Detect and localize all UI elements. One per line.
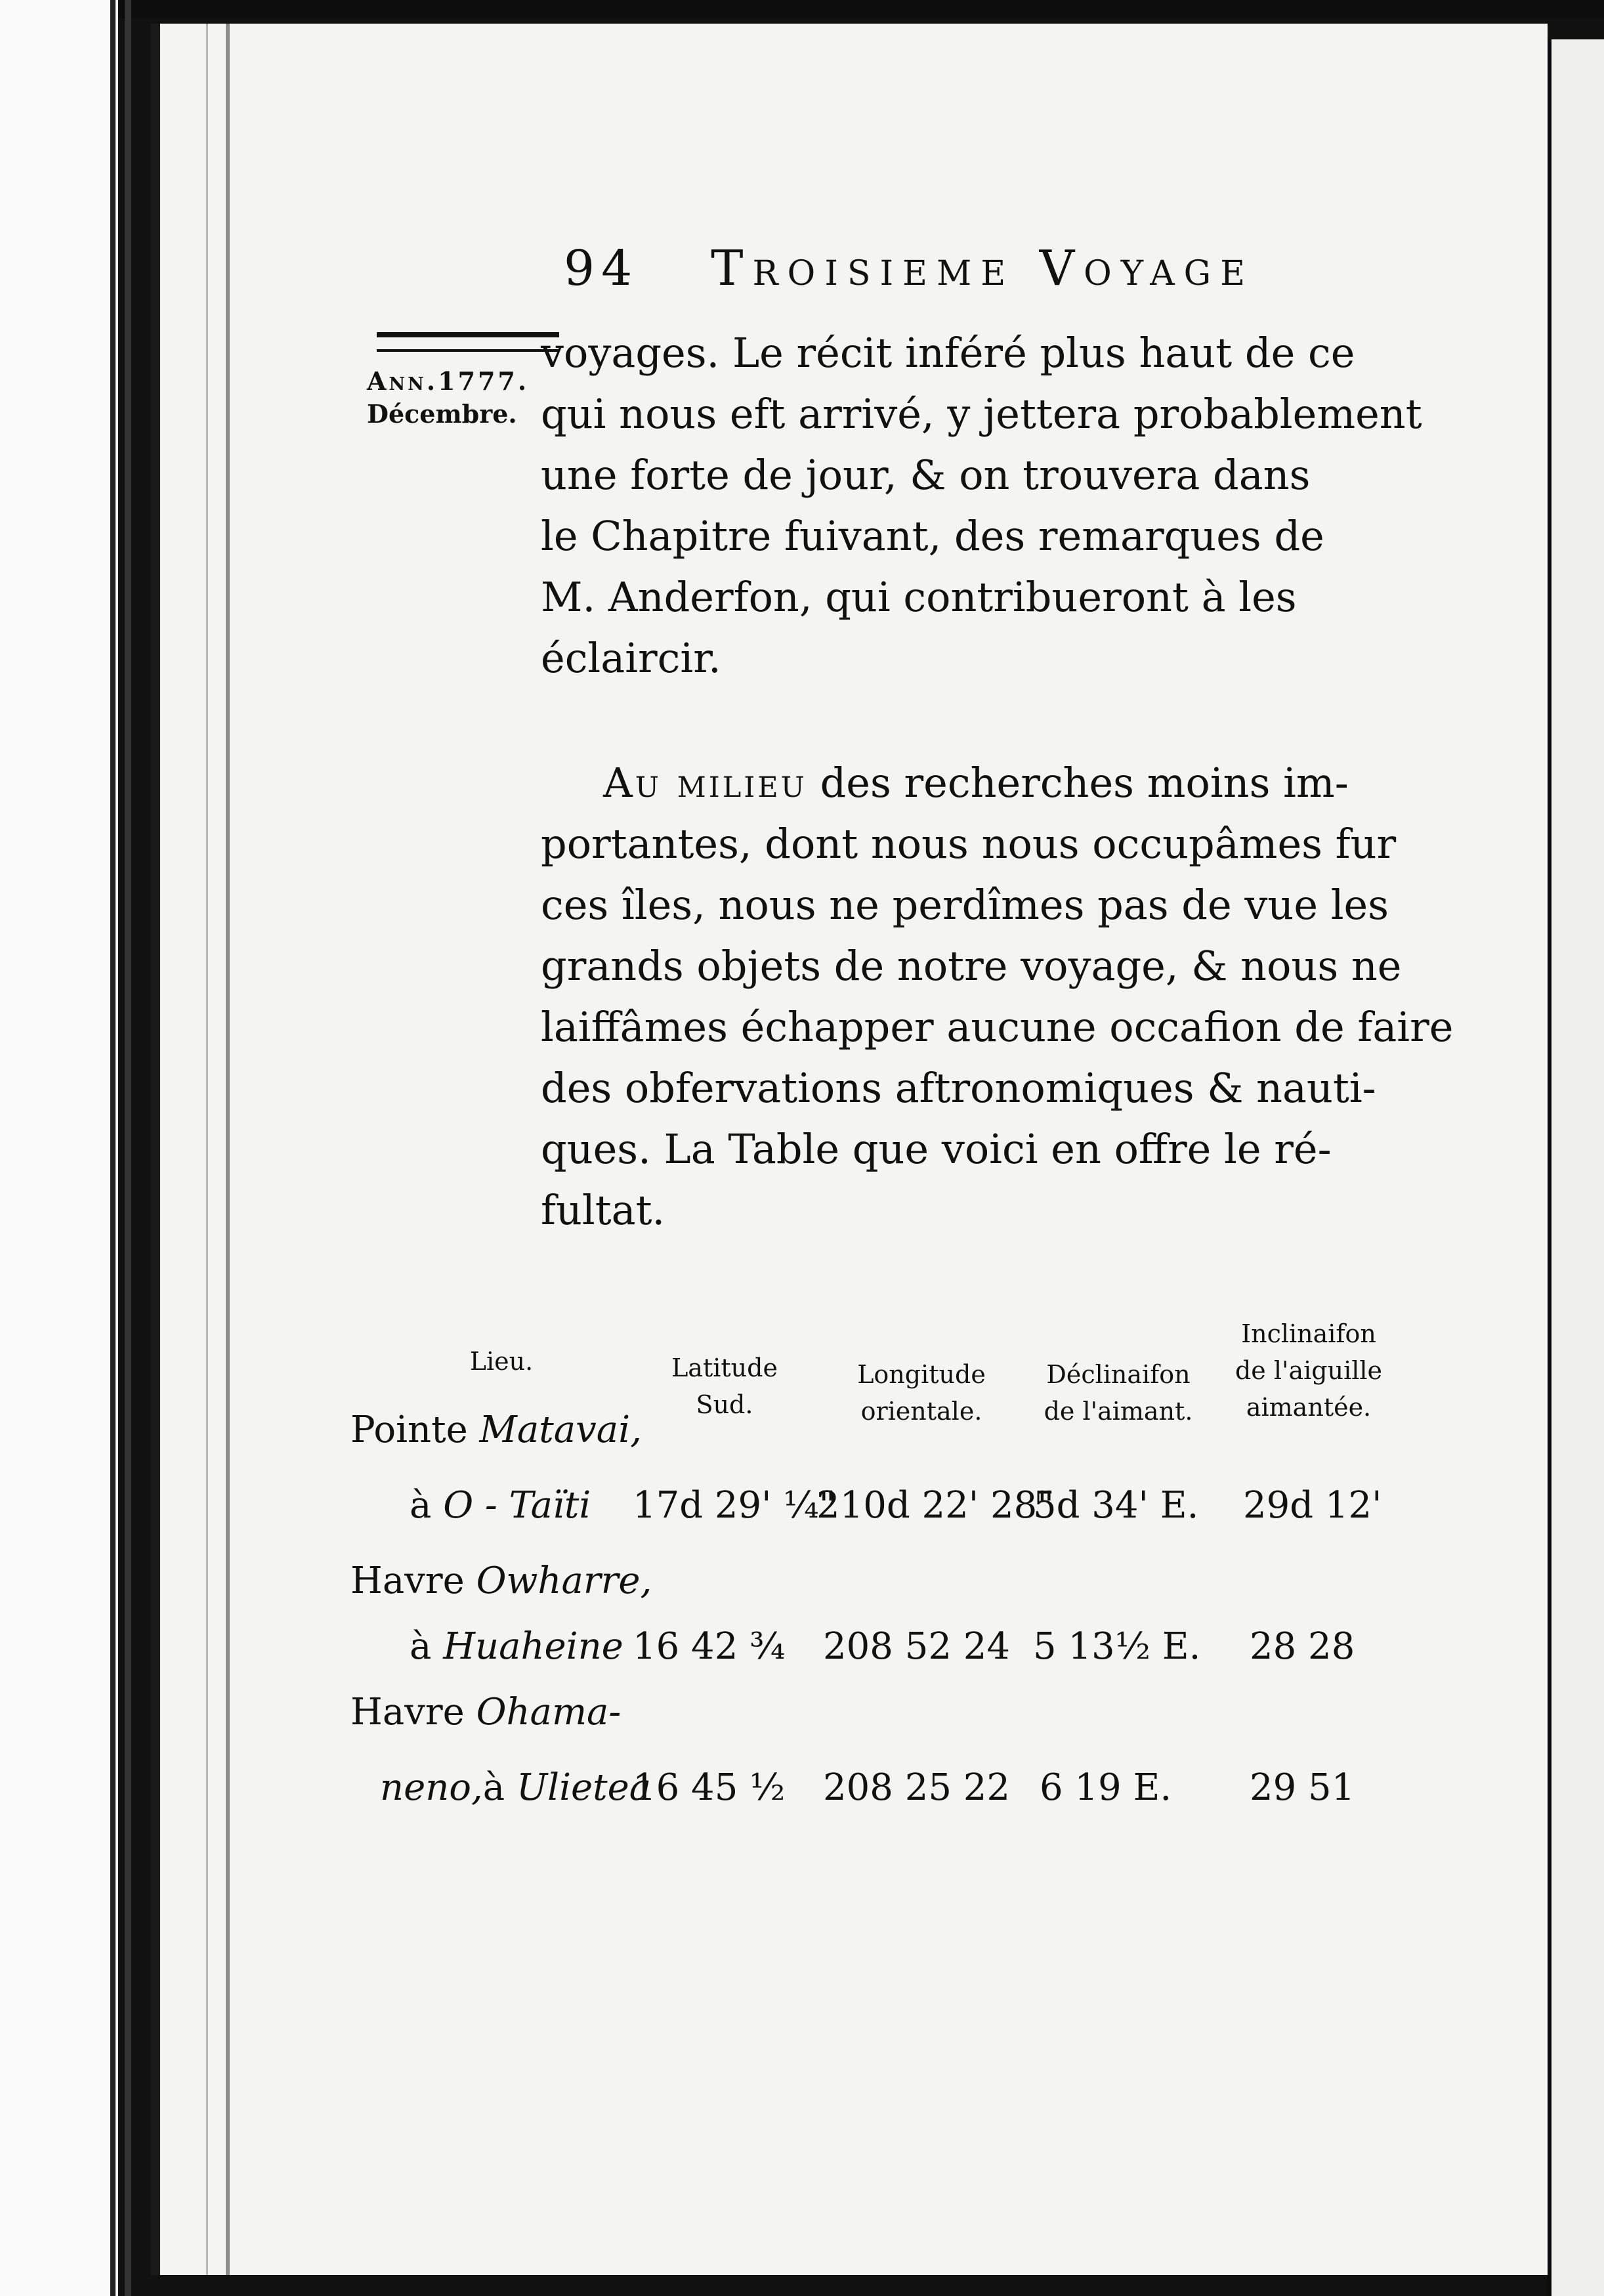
text-line (541, 752, 1558, 813)
page-number: 94 (564, 240, 639, 297)
text-line: qui nous eft arrivé, y jettera probablement (541, 390, 1422, 438)
text-line: voyages. Le récit inféré plus haut de ce (541, 329, 1355, 377)
table-row-place: à Huaheine (410, 1625, 623, 1668)
text-line: ces îles, nous ne perdîmes pas de vue les (541, 881, 1389, 929)
scan-top-edge (0, 0, 1604, 18)
table-row-place: neno,à Ulietea (380, 1766, 652, 1809)
text-line: ques. La Table que voici en offre le ré- (541, 1125, 1332, 1173)
margin-month: Décembre. (367, 399, 517, 429)
paragraph-lead: Au milieu (603, 759, 807, 807)
cell-longitude: 208 25 22 (823, 1766, 1011, 1809)
paragraph-2 (541, 752, 1558, 1241)
book-page (151, 24, 1548, 2275)
header-latitude: Latitude Sud. (671, 1353, 778, 1419)
header-longitude: Longitude orientale. (857, 1360, 986, 1426)
cell-inclinaison: 29 51 (1250, 1766, 1355, 1809)
table-row-place: à O - Taïti (410, 1484, 591, 1527)
table-row-place: Pointe Matavai, (350, 1409, 642, 1451)
text-line: une forte de jour, & on trouvera dans (541, 451, 1311, 499)
binding-line (125, 0, 131, 2296)
cell-longitude: 210d 22' 28" (816, 1484, 1055, 1527)
cell-inclinaison: 29d 12' (1243, 1484, 1382, 1527)
text-line: laiffâmes échapper aucune occafion de faire (541, 1003, 1454, 1051)
text-line: le Chapitre fuivant, des remarques de (541, 512, 1324, 560)
cell-latitude: 16 42 ¾ (633, 1625, 786, 1668)
header-lieu: Lieu. (469, 1347, 534, 1376)
cell-declinaison: 5 13½ E. (1033, 1625, 1201, 1668)
scan-binding-edge (0, 0, 118, 2296)
running-head (564, 240, 1424, 297)
cell-declinaison: 6 19 E. (1040, 1766, 1172, 1809)
table-row-place: Havre Owharre, (350, 1560, 652, 1602)
cell-latitude: 17d 29' ¼" (633, 1484, 836, 1527)
page-content (160, 24, 1548, 2275)
header-declinaison: Déclinaifon de l'aimant. (1044, 1360, 1193, 1426)
text-line: M. Anderfon, qui contribueront à les (541, 573, 1297, 621)
table-row-place: Havre Ohama- (350, 1691, 622, 1733)
cell-longitude: 208 52 24 (823, 1625, 1011, 1668)
header-inclinaison: Inclinaifon de l'aiguille aimantée. (1235, 1319, 1383, 1422)
text-line: éclaircir. (541, 634, 721, 682)
paragraph-1 (541, 322, 1558, 689)
cell-declinaison: 5d 34' E. (1033, 1484, 1199, 1527)
cell-latitude: 16 45 ½ (633, 1766, 786, 1809)
running-title: Troisieme Voyage (711, 240, 1255, 297)
text-line: grands objets de notre voyage, & nous ne (541, 942, 1402, 990)
adjacent-page-edge (1551, 39, 1604, 2296)
text-run: des recherches moins im- (807, 759, 1349, 807)
text-line: portantes, dont nous nous occupâmes fur (541, 820, 1397, 868)
binding-line (110, 0, 116, 2296)
margin-note (367, 365, 564, 431)
cell-inclinaison: 28 28 (1250, 1625, 1355, 1668)
text-line: fultat. (541, 1186, 665, 1234)
margin-year: Ann.1777. (367, 366, 530, 396)
margin-rule (377, 332, 559, 352)
text-line: des obfervations aftronomiques & nauti- (541, 1064, 1376, 1112)
